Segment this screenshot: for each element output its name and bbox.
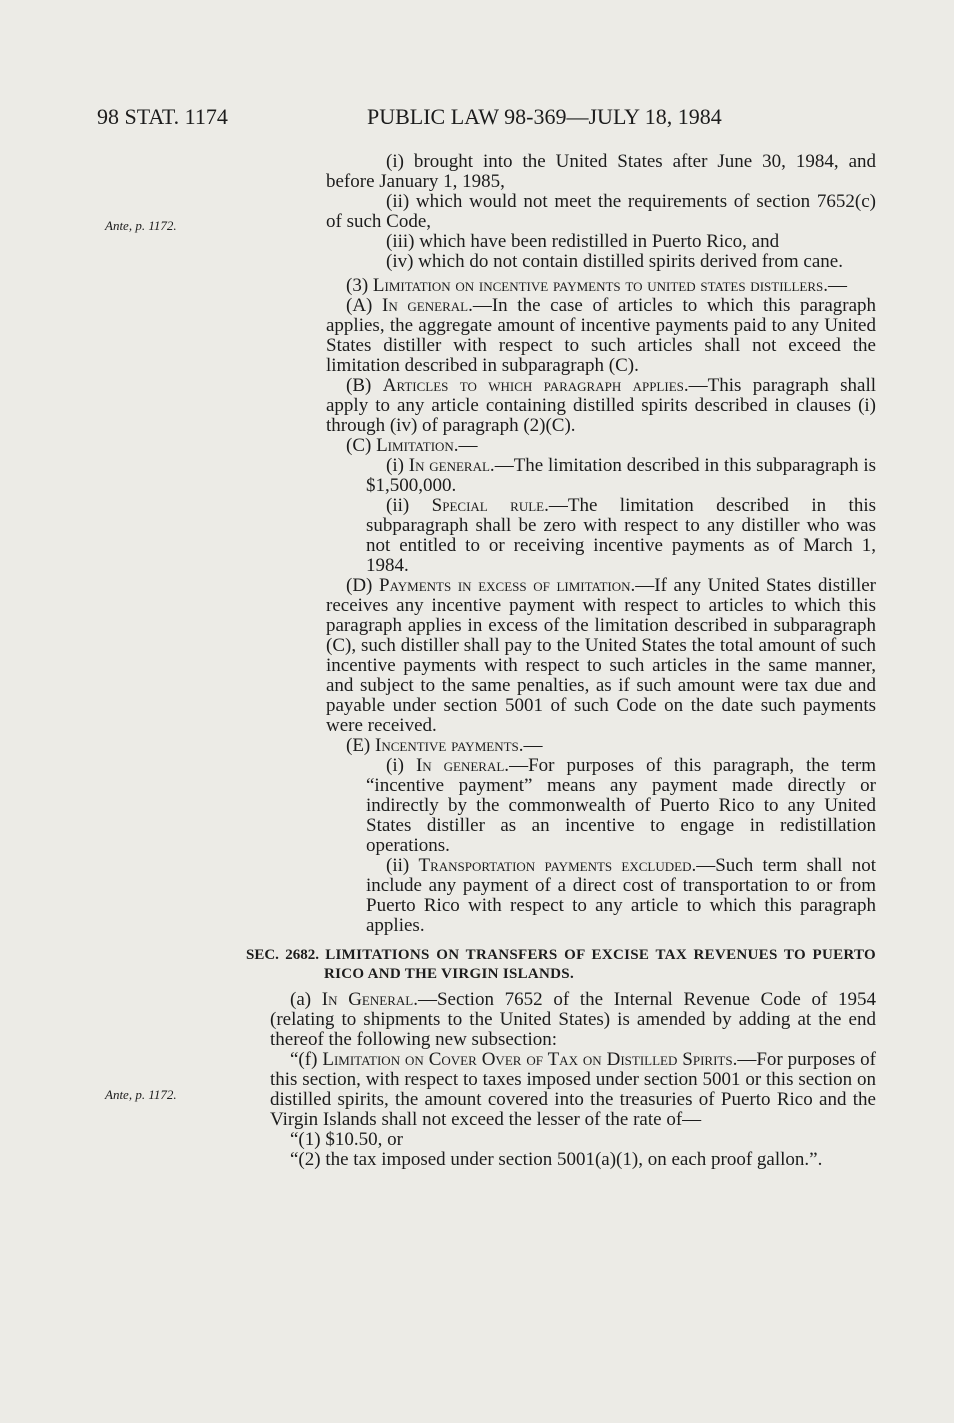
section-number: SEC. 2682. — [246, 947, 319, 963]
clause-heading: Transportation payments excluded. — [418, 855, 697, 876]
subparagraph-a: (A) In general.—In the case of articles to which this paragraph applies, the aggregate amount of incentive payments paid to any United States distiller with respect to such articles shall not exceed the limitation described in subparagraph (C). — [326, 295, 877, 376]
clause-heading: In general. — [415, 755, 510, 776]
item-1: “(1) $10.50, or — [290, 1129, 403, 1150]
clause-c-ii: (ii) Special rule.—The limitation described in this subparagraph shall be zero with respect to any distiller who was not entitled to or receiving incentive payments as of March 1, 1984. — [366, 495, 876, 576]
subparagraph-heading: Payments in excess of limitation. — [379, 575, 636, 596]
subparagraph-e: (E) Incentive payments.— — [346, 735, 543, 756]
subsection-heading: In General. — [321, 989, 418, 1010]
subparagraph-heading: Incentive payments.— — [375, 735, 543, 756]
section-heading — [246, 946, 876, 984]
subparagraph-d: (D) Payments in excess of limitation.—If any United States distiller receives any incentive payment with respect to articles to which this paragraph applies in excess of the limitation described in subparagraph (C), such distiller shall pay to the United States the total amount of such incentive payments with respect to such articles in the same manner, and subject to the same penalties, as if such amount were tax due and payable under section 5001 of such Code on the date such payments were received. — [326, 575, 876, 736]
section-title: LIMITATIONS ON TRANSFERS OF EXCISE TAX REVENUES TO PUERTO RICO AND THE VIRGIN ISLANDS. — [324, 947, 876, 982]
subparagraph-c: (C) Limitation.— — [346, 435, 478, 456]
margin-note: Ante, p. 1172. — [105, 218, 177, 233]
subparagraph-heading: Articles to which paragraph applies. — [382, 375, 689, 396]
clause-heading: In general. — [408, 455, 495, 476]
subparagraph-b: (B) Articles to which paragraph applies.—This paragraph shall apply to any article containing distilled spirits described in clauses (i) through (iv) of paragraph (2)(C). — [326, 375, 876, 436]
margin-note: Ante, p. 1172. — [105, 1087, 177, 1102]
clause-e-ii: (ii) Transportation payments excluded.—Such term shall not include any payment of a direct cost of transportation to or from Puerto Rico with respect to any article to which this paragraph applies. — [366, 855, 876, 936]
statute-citation: 98 STAT. 1174 — [97, 104, 228, 129]
clause-e-i: (i) In general.—For purposes of this paragraph, the term “incentive payment” means any payment made directly or indirectly by the commonwealth of Puerto Rico to any United States distiller as an incentive to engage in redistillation operations. — [366, 755, 876, 856]
page-header-title: PUBLIC LAW 98-369—JULY 18, 1984 — [367, 104, 722, 129]
subsection-heading: Limitation on Cover Over of Tax on Distilled Spirits. — [322, 1049, 738, 1070]
clause-i: (i) brought into the United States after June 30, 1984, and before January 1, 1985, — [326, 151, 876, 192]
clause-ii: (ii) which would not meet the requirements of section 7652(c) of such Code, — [326, 191, 876, 232]
clause-iv: (iv) which do not contain distilled spirits derived from cane. — [386, 251, 843, 272]
subparagraph-heading: Limitation.— — [376, 435, 478, 456]
clause-heading: Special rule. — [431, 495, 549, 516]
clause-c-i: (i) In general.—The limitation described in this subparagraph is $1,500,000. — [366, 455, 877, 496]
subsection-f: “(f) Limitation on Cover Over of Tax on Distilled Spirits.—For purposes of this section, with respect to taxes imposed under section 5001 or this section on distilled spirits, the amount covered into the treasuries of Puerto Rico and the Virgin Islands shall not exceed the lesser of the rate of— — [270, 1049, 876, 1130]
item-2: “(2) the tax imposed under section 5001(a)(1), on each proof gallon.”. — [290, 1149, 823, 1170]
paragraph-heading: Limitation on incentive payments to united states distillers.— — [372, 275, 847, 296]
subsection-a: (a) In General.—Section 7652 of the Internal Revenue Code of 1954 (relating to shipments to the United States) is amended by adding at the end thereof the following new subsection: — [270, 989, 877, 1050]
paragraph-3: (3) Limitation on incentive payments to united states distillers.— — [346, 275, 847, 296]
clause-iii: (iii) which have been redistilled in Puerto Rico, and — [386, 231, 780, 252]
document-body — [246, 151, 877, 1170]
subparagraph-heading: In general. — [382, 295, 473, 316]
